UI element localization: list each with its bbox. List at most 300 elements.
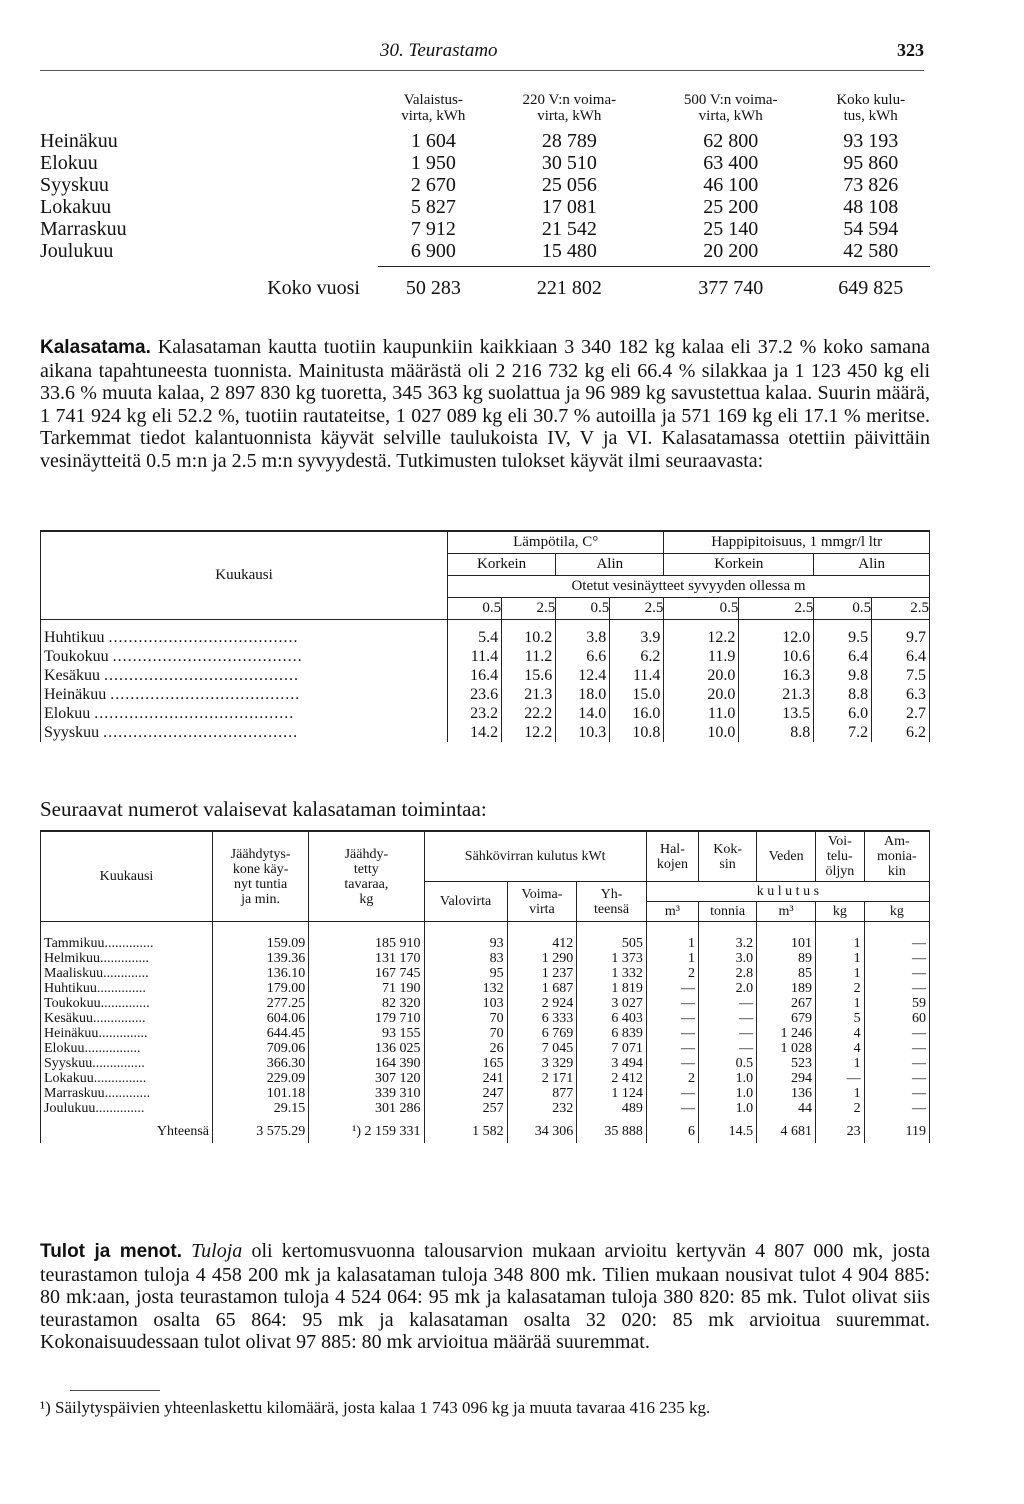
- depth-header: 2.5: [610, 598, 664, 620]
- cell: 119: [864, 1116, 929, 1143]
- cell: 11.0: [664, 704, 739, 723]
- cell: 2 412: [577, 1071, 647, 1086]
- cell: 83: [424, 951, 507, 966]
- table-row: [41, 1011, 930, 1026]
- t2-sub-header: Alin: [814, 554, 930, 576]
- cell: 4: [816, 1041, 865, 1056]
- month-name: Toukokuu: [44, 648, 109, 665]
- cell: 60: [864, 1011, 929, 1026]
- cell: 377 740: [698, 277, 764, 299]
- cell: 2 924: [507, 996, 577, 1011]
- cell: 3 027: [577, 996, 647, 1011]
- cell: 59: [864, 996, 929, 1011]
- cell: 7.5: [872, 666, 930, 685]
- table-row: [40, 174, 930, 196]
- t1-col-header: 500 V:n voima- virta, kWh: [683, 92, 778, 124]
- row-label: [41, 620, 448, 648]
- cell: 167 745: [309, 966, 424, 981]
- cell: —: [699, 996, 757, 1011]
- row-label: [41, 1086, 213, 1101]
- cell: 1 373: [577, 951, 647, 966]
- cell: 54 594: [843, 218, 899, 240]
- cell: 159.09: [213, 922, 309, 952]
- month-name: Syyskuu: [44, 724, 100, 741]
- cell: 3 494: [577, 1056, 647, 1071]
- cell: 1 124: [577, 1086, 647, 1101]
- leader-dots: ..............: [96, 981, 146, 996]
- cell: 1.0: [699, 1086, 757, 1101]
- cell: 5.4: [448, 620, 502, 648]
- cell: 3.2: [699, 922, 757, 952]
- cell: 185 910: [309, 922, 424, 952]
- row-label: [41, 1101, 213, 1116]
- operations-table: [40, 830, 930, 1143]
- cell: 23.6: [448, 685, 502, 704]
- t2-month-header: Kuukausi: [41, 531, 448, 620]
- cell: 26: [424, 1041, 507, 1056]
- cell: 4: [816, 1026, 865, 1041]
- cell: 3.8: [556, 620, 610, 648]
- cell: 30 510: [541, 152, 597, 174]
- leader-dots: .......................................: [103, 724, 299, 741]
- cell: ¹) 2 159 331: [309, 1116, 424, 1143]
- t3-oil-header: Voi- telu- öljyn: [816, 831, 865, 882]
- table-row: [41, 723, 930, 742]
- cell: 6.4: [872, 647, 930, 666]
- cell: 2 670: [410, 174, 456, 196]
- cell: 2.8: [699, 966, 757, 981]
- leader-dots: ...............: [93, 1071, 147, 1086]
- month-name: Toukokuu: [44, 996, 101, 1011]
- cell: 21.3: [502, 685, 556, 704]
- row-label: [41, 1011, 213, 1026]
- electricity-table: [40, 92, 930, 299]
- cell: 679: [757, 1011, 816, 1026]
- row-label: [41, 966, 213, 981]
- row-label: [41, 1071, 213, 1086]
- cell: —: [864, 951, 929, 966]
- cell: 93 155: [309, 1026, 424, 1041]
- cell: 70: [424, 1011, 507, 1026]
- t1-col-header: 220 V:n voima- virta, kWh: [522, 92, 617, 124]
- cell: 5: [816, 1011, 865, 1026]
- cell: 15 480: [541, 240, 597, 262]
- cell: 136.10: [213, 966, 309, 981]
- cell: 6.4: [814, 647, 872, 666]
- cell: 6.3: [872, 685, 930, 704]
- leader-dots: ......................................: [112, 648, 303, 665]
- cell: 7 071: [577, 1041, 647, 1056]
- cell: —: [864, 1056, 929, 1071]
- cell: 6 900: [410, 240, 456, 262]
- table-row: [41, 666, 930, 685]
- cell: —: [864, 1026, 929, 1041]
- month-name: Syyskuu: [44, 1056, 93, 1071]
- cell: 50 283: [405, 277, 461, 299]
- cell: 7 045: [507, 1041, 577, 1056]
- t3-electric-header: Sähkövirran kulutus kWt: [424, 831, 646, 882]
- month-name: Maaliskuu: [44, 966, 104, 981]
- cell: 2: [646, 966, 698, 981]
- table-row: [41, 966, 930, 981]
- cell: 9.5: [814, 620, 872, 648]
- cell: 2 171: [507, 1071, 577, 1086]
- cell: —: [864, 981, 929, 996]
- cell: 1: [816, 966, 865, 981]
- cell: 6: [646, 1116, 698, 1143]
- table-row: [41, 1041, 930, 1056]
- cell: —: [864, 922, 929, 952]
- leader-dots: .............: [103, 966, 149, 981]
- row-label: [41, 981, 213, 996]
- cell: 11.4: [610, 666, 664, 685]
- cell: 165: [424, 1056, 507, 1071]
- t3-month-header: Kuukausi: [41, 831, 213, 922]
- leader-dots: ...............: [92, 1056, 145, 1071]
- total-row: [40, 267, 930, 300]
- t3-valovirta-header: Valovirta: [424, 882, 507, 922]
- cell: 3.0: [699, 951, 757, 966]
- cell: 71 190: [309, 981, 424, 996]
- cell: 164 390: [309, 1056, 424, 1071]
- month-name: Kesäkuu: [44, 667, 100, 684]
- unit-header: m³: [757, 902, 816, 922]
- cell: 2: [816, 1101, 865, 1116]
- cell: 48 108: [843, 196, 899, 218]
- cell: 16.4: [448, 666, 502, 685]
- cell: —: [646, 1086, 698, 1101]
- cell: 6.0: [814, 704, 872, 723]
- cell: 11.9: [664, 647, 739, 666]
- cell: 23.2: [448, 704, 502, 723]
- italic-word: Tuloja: [191, 1240, 243, 1262]
- cell: 139.36: [213, 951, 309, 966]
- section-heading: Tulot ja menot.: [40, 1241, 182, 1262]
- cell: 366.30: [213, 1056, 309, 1071]
- depth-header: 2.5: [872, 598, 930, 620]
- cell: 8.8: [739, 723, 814, 742]
- row-label: Syyskuu: [40, 174, 109, 196]
- t1-col-header: Valaistus- virta, kWh: [401, 92, 466, 124]
- cell: 1 819: [577, 981, 647, 996]
- table-row: [41, 1056, 930, 1071]
- cell: 12.2: [664, 620, 739, 648]
- cell: 136 025: [309, 1041, 424, 1056]
- cell: 34 306: [507, 1116, 577, 1143]
- month-name: Marraskuu: [44, 1086, 105, 1101]
- cell: 6.2: [872, 723, 930, 742]
- footnote-text: ¹) Säilytyspäivien yhteenlaskettu kilomäärä, josta kalaa 1 743 096 kg ja muuta tavaraa 416 235 kg.: [40, 1398, 711, 1417]
- cell: 339 310: [309, 1086, 424, 1101]
- cell: 2.0: [699, 981, 757, 996]
- cell: 73 826: [843, 174, 899, 196]
- cell: 70: [424, 1026, 507, 1041]
- cell: 131 170: [309, 951, 424, 966]
- leader-dots: ........................................: [94, 705, 295, 722]
- cell: 21 542: [541, 218, 597, 240]
- cell: 22.2: [502, 704, 556, 723]
- cell: 89: [757, 951, 816, 966]
- cell: 136: [757, 1086, 816, 1101]
- row-label: Lokakuu: [40, 196, 112, 218]
- cell: 221 802: [536, 277, 602, 299]
- cell: 1: [816, 996, 865, 1011]
- cell: —: [646, 996, 698, 1011]
- table-row: [41, 647, 930, 666]
- cell: 1 290: [507, 951, 577, 966]
- cell: 267: [757, 996, 816, 1011]
- cell: 95 860: [843, 152, 899, 174]
- cell: 21.3: [739, 685, 814, 704]
- cell: 7 912: [410, 218, 456, 240]
- cell: 709.06: [213, 1041, 309, 1056]
- cell: 29.15: [213, 1101, 309, 1116]
- cell: 301 286: [309, 1101, 424, 1116]
- cell: —: [864, 1041, 929, 1056]
- month-name: Kesäkuu: [44, 1011, 93, 1026]
- table-row: [41, 620, 930, 648]
- t2-sub-header: Korkein: [664, 554, 814, 576]
- table-row: [41, 981, 930, 996]
- cell: 1: [816, 922, 865, 952]
- cell: —: [646, 1101, 698, 1116]
- footnote: [40, 1398, 930, 1418]
- cell: 877: [507, 1086, 577, 1101]
- cell: 604.06: [213, 1011, 309, 1026]
- t2-sub-header: Korkein: [448, 554, 556, 576]
- cell: 82 320: [309, 996, 424, 1011]
- cell: 9.8: [814, 666, 872, 685]
- leader-dots: ..............: [100, 951, 149, 966]
- paragraph-text: Kalasataman kautta tuotiin kaupunkiin kaikkiaan 3 340 182 kg kalaa eli 37.2 % koko samana aikana tapahtuneesta tuonnista. Mainitusta määrästä oli 2 216 732 kg eli 66.4 % silakkaa ja 1 123 450 kg eli 33.6 % muuta kalaa, 2 897 830 kg tuoretta, 345 363 kg suolattua ja 96 989 kg savustettua kalaa. Suurin määrä, 1 741 924 kg eli 52.2 %, tuotiin rautateitse, 1 027 089 kg eli 30.7 % autoilla ja 571 169 kg eli 17.1 % meritse. Tarkemmat tiedot kalantuonnista käyvät selville taulukoista IV, V ja VI. Kalasatamassa otettiin päivittäin vesinäytteitä 0.5 m:n ja 2.5 m:n syvyydestä. Tutkimusten tulokset käyvät ilmi seuraavasta:: [40, 336, 931, 472]
- cell: —: [864, 1086, 929, 1101]
- t1-corner: [40, 92, 378, 130]
- cell: 25 140: [703, 218, 759, 240]
- cell: 1 237: [507, 966, 577, 981]
- cell: 1: [816, 1086, 865, 1101]
- footnote-rule: [70, 1390, 160, 1391]
- table-row: [40, 218, 930, 240]
- month-name: Huhtikuu: [44, 629, 105, 646]
- cell: 14.5: [699, 1116, 757, 1143]
- t3-halkojen-header: Hal- kojen: [646, 831, 698, 882]
- cell: 103: [424, 996, 507, 1011]
- t3-cooling-header: Jäähdytys- kone käy- nyt tuntia ja min.: [213, 831, 309, 922]
- depth-header: 2.5: [739, 598, 814, 620]
- cell: 42 580: [843, 240, 899, 262]
- cell: 3 329: [507, 1056, 577, 1071]
- cell: —: [699, 1026, 757, 1041]
- t2-temperature-header: Lämpötila, C°: [448, 531, 664, 554]
- cell: 6.6: [556, 647, 610, 666]
- table-row: [41, 1026, 930, 1041]
- water-sample-table: [40, 530, 930, 742]
- cell: 85: [757, 966, 816, 981]
- cell: 412: [507, 922, 577, 952]
- cell: 12.4: [556, 666, 610, 685]
- cell: 44: [757, 1101, 816, 1116]
- cell: 15.6: [502, 666, 556, 685]
- cell: 101.18: [213, 1086, 309, 1101]
- cell: 25 200: [703, 196, 759, 218]
- table-row: [41, 1101, 930, 1116]
- cell: 15.0: [610, 685, 664, 704]
- cell: 63 400: [703, 152, 759, 174]
- cell: 93 193: [843, 130, 899, 152]
- cell: —: [864, 1101, 929, 1116]
- depth-header: 2.5: [502, 598, 556, 620]
- month-name: Heinäkuu: [44, 1026, 99, 1041]
- cell: 1 582: [424, 1116, 507, 1143]
- cell: 229.09: [213, 1071, 309, 1086]
- row-label: [41, 996, 213, 1011]
- row-label: Heinäkuu: [40, 130, 118, 152]
- cell: 1 950: [410, 152, 456, 174]
- cell: —: [646, 1041, 698, 1056]
- cell: 101: [757, 922, 816, 952]
- t2-oxygen-header: Happipitoisuus, 1 mmgr/l ltr: [664, 531, 930, 554]
- cell: 1 604: [410, 130, 456, 152]
- month-name: Helmikuu: [44, 951, 100, 966]
- cell: 1: [646, 951, 698, 966]
- unit-header: m³: [646, 902, 698, 922]
- cell: 11.2: [502, 647, 556, 666]
- cell: 17 081: [541, 196, 597, 218]
- cell: 10.2: [502, 620, 556, 648]
- depth-header: 0.5: [664, 598, 739, 620]
- table-row: [41, 996, 930, 1011]
- cell: 93: [424, 922, 507, 952]
- month-name: Heinäkuu: [44, 686, 107, 703]
- cell: 1 332: [577, 966, 647, 981]
- section-heading: Kalasatama.: [40, 337, 151, 358]
- cell: 10.3: [556, 723, 610, 742]
- cell: 232: [507, 1101, 577, 1116]
- cell: 179.00: [213, 981, 309, 996]
- row-label: [41, 723, 448, 742]
- cell: —: [864, 1071, 929, 1086]
- t3-yhteensa-header: Yh- teensä: [577, 882, 647, 922]
- cell: 46 100: [703, 174, 759, 196]
- cell: 1 028: [757, 1041, 816, 1056]
- cell: 14.0: [556, 704, 610, 723]
- cell: 505: [577, 922, 647, 952]
- cell: 1: [816, 1056, 865, 1071]
- table-row: [40, 152, 930, 174]
- row-label: [41, 666, 448, 685]
- row-label: [41, 922, 213, 952]
- cell: 1: [646, 922, 698, 952]
- row-label: [41, 951, 213, 966]
- cell: —: [646, 1026, 698, 1041]
- leader-dots: ..............: [100, 996, 150, 1011]
- month-name: Tammikuu: [44, 936, 105, 951]
- month-name: Elokuu: [44, 705, 91, 722]
- header-rule: [40, 70, 924, 71]
- row-label: Marraskuu: [40, 218, 127, 240]
- unit-header: tonnia: [699, 902, 757, 922]
- cell: 5 827: [410, 196, 456, 218]
- t3-veden-header: Veden: [757, 831, 816, 882]
- depth-header: 0.5: [556, 598, 610, 620]
- cell: 1 687: [507, 981, 577, 996]
- cell: —: [646, 1011, 698, 1026]
- cell: 644.45: [213, 1026, 309, 1041]
- cell: —: [646, 1056, 698, 1071]
- cell: 25 056: [541, 174, 597, 196]
- cell: 11.4: [448, 647, 502, 666]
- cell: 1: [816, 951, 865, 966]
- table-row: [41, 1071, 930, 1086]
- leader-dots: ................: [84, 1041, 141, 1056]
- page-header: [0, 40, 1024, 70]
- leader-dots: ......................................: [108, 629, 299, 646]
- t3-koksin-header: Kok- sin: [699, 831, 757, 882]
- running-title: 30. Teurastamo: [380, 40, 498, 61]
- cell: 14.2: [448, 723, 502, 742]
- cell: 10.8: [610, 723, 664, 742]
- cell: 132: [424, 981, 507, 996]
- cell: —: [699, 1011, 757, 1026]
- cell: 95: [424, 966, 507, 981]
- page-number: 323: [897, 40, 924, 60]
- cell: 257: [424, 1101, 507, 1116]
- cell: 3.9: [610, 620, 664, 648]
- leader-dots: ...............: [93, 1011, 146, 1026]
- t2-depth-caption: Otetut vesinäytteet syvyyden ollessa m: [448, 576, 930, 598]
- cell: 6 333: [507, 1011, 577, 1026]
- unit-header: kg: [816, 902, 865, 922]
- cell: 1.0: [699, 1071, 757, 1086]
- cell: 307 120: [309, 1071, 424, 1086]
- table-row: [41, 1086, 930, 1101]
- table-row: [40, 240, 930, 262]
- row-label: [41, 685, 448, 704]
- row-label: Elokuu: [40, 152, 98, 174]
- paragraph-text: Seuraavat numerot valaisevat kalasataman toimintaa:: [40, 797, 487, 821]
- cell: 2: [646, 1071, 698, 1086]
- cell: 523: [757, 1056, 816, 1071]
- intro-sentence: [40, 798, 930, 821]
- month-name: Huhtikuu: [44, 981, 97, 996]
- leader-dots: .......................................: [103, 667, 299, 684]
- cell: 62 800: [703, 130, 759, 152]
- cell: 2.7: [872, 704, 930, 723]
- cell: 12.0: [739, 620, 814, 648]
- cell: 489: [577, 1101, 647, 1116]
- cell: 12.2: [502, 723, 556, 742]
- row-label: Koko vuosi: [267, 276, 360, 299]
- cell: 20.0: [664, 666, 739, 685]
- t1-col-header: Koko kulu- tus, kWh: [836, 92, 906, 124]
- cell: —: [699, 1041, 757, 1056]
- row-label: [41, 1041, 213, 1056]
- row-label: Yhteensä: [41, 1116, 213, 1143]
- row-label: [41, 704, 448, 723]
- t3-voimavirta-header: Voima- virta: [507, 882, 577, 922]
- cell: 6 403: [577, 1011, 647, 1026]
- cell: 6.2: [610, 647, 664, 666]
- table-row: [41, 704, 930, 723]
- row-label: [41, 1056, 213, 1071]
- table-row: [41, 922, 930, 952]
- cell: 277.25: [213, 996, 309, 1011]
- cell: 13.5: [739, 704, 814, 723]
- table-row: [40, 196, 930, 218]
- month-name: Elokuu: [44, 1041, 85, 1056]
- cell: 6 769: [507, 1026, 577, 1041]
- t3-ammonia-header: Am- monia- kin: [864, 831, 929, 882]
